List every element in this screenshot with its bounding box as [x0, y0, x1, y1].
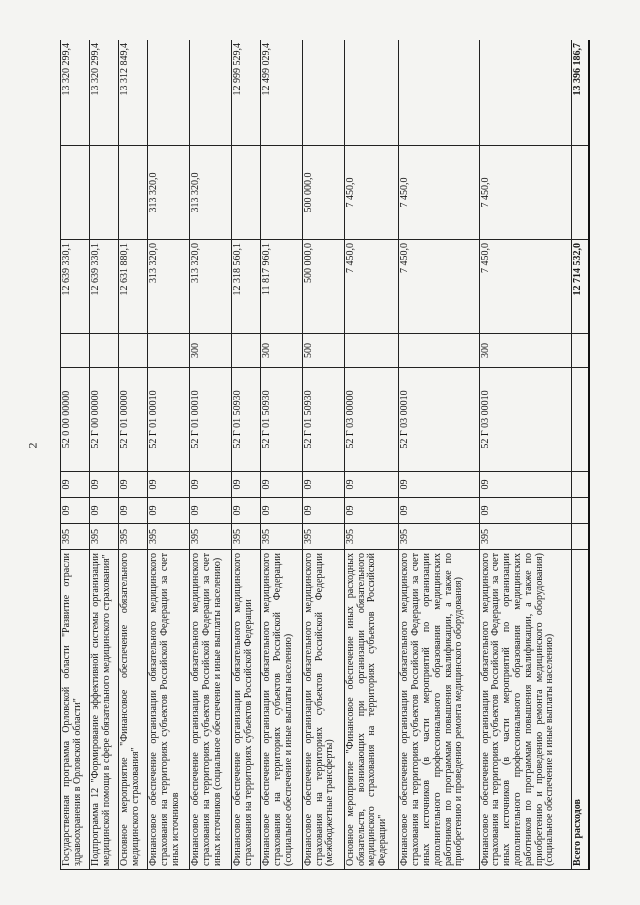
- cell-sum-3: 13 320 299,4: [61, 40, 90, 146]
- table-row: [61, 40, 90, 870]
- cell-expense-type: 300: [261, 334, 303, 368]
- cell-grbs: 395: [119, 524, 148, 550]
- cell-expense-type: [119, 334, 148, 368]
- cell-subsection: 09: [119, 472, 148, 498]
- cell-section: 09: [231, 498, 260, 524]
- table-container: [60, 40, 590, 870]
- cell-section: 09: [119, 498, 148, 524]
- cell-sum-1: 12 639 330,1: [90, 240, 119, 334]
- cell-name: Основное мероприятие "Финансовое обеспечение обязательного медицинского страхования": [119, 550, 148, 870]
- cell-section: 09: [90, 498, 119, 524]
- cell-name: Финансовое обеспечение организации обязательного медицинского страхования на территориях субъектов Российской Федерации: [231, 550, 260, 870]
- cell-sum-3: 13 312 849,4: [119, 40, 148, 146]
- total-sum-1: 12 714 532,0: [572, 240, 589, 334]
- cell-expense-type: [148, 334, 190, 368]
- cell-grbs: 395: [261, 524, 303, 550]
- cell-expense-type: [399, 334, 479, 368]
- cell-sum-2: 7 450,0: [344, 146, 399, 240]
- cell-expense-type: [231, 334, 260, 368]
- cell-subsection: 09: [344, 472, 399, 498]
- cell-sum-2: 7 450,0: [479, 146, 572, 240]
- cell-subsection: 09: [61, 472, 90, 498]
- cell-name: Основное мероприятие "Финансовое обеспечение иных расходных обязательств, возникающих при организации обязательного медицинского страхования на территориях субъектов Российской Федерации": [344, 550, 399, 870]
- cell-grbs: 395: [190, 524, 232, 550]
- empty-cell: [572, 472, 589, 498]
- table-row: [344, 40, 399, 870]
- cell-grbs: 395: [231, 524, 260, 550]
- cell-sum-1: 11 817 960,1: [261, 240, 303, 334]
- empty-cell: [572, 498, 589, 524]
- cell-sum-2: 313 320,0: [148, 146, 190, 240]
- cell-sum-3: [302, 40, 344, 146]
- table-row: [231, 40, 260, 870]
- cell-subsection: 09: [231, 472, 260, 498]
- cell-target-article: 52 Г 01 00000: [119, 368, 148, 472]
- cell-sum-3: [399, 40, 479, 146]
- total-label: Всего расходов: [572, 550, 589, 870]
- cell-subsection: 09: [148, 472, 190, 498]
- cell-expense-type: [344, 334, 399, 368]
- table-row: [148, 40, 190, 870]
- cell-sum-3: 12 999 529,4: [231, 40, 260, 146]
- page-number: 2: [25, 442, 40, 449]
- cell-grbs: 395: [479, 524, 572, 550]
- cell-sum-3: [148, 40, 190, 146]
- cell-sum-2: [261, 146, 303, 240]
- table-row: [261, 40, 303, 870]
- table-row: [302, 40, 344, 870]
- cell-target-article: 52 Г 01 50930: [231, 368, 260, 472]
- cell-subsection: 09: [90, 472, 119, 498]
- cell-target-article: 52 Г 01 00010: [190, 368, 232, 472]
- cell-sum-1: 7 450,0: [344, 240, 399, 334]
- cell-sum-1: 500 000,0: [302, 240, 344, 334]
- cell-expense-type: 300: [479, 334, 572, 368]
- cell-subsection: 09: [190, 472, 232, 498]
- cell-sum-3: 12 499 029,4: [261, 40, 303, 146]
- table-body: [61, 40, 590, 870]
- cell-expense-type: [61, 334, 90, 368]
- cell-section: 09: [479, 498, 572, 524]
- cell-sum-1: 7 450,0: [479, 240, 572, 334]
- total-sum-2: [572, 146, 589, 240]
- cell-sum-1: 313 320,0: [148, 240, 190, 334]
- cell-name: Финансовое обеспечение организации обязательного медицинского страхования на территориях субъектов Российской Федерации за счет иных источников: [148, 550, 190, 870]
- table-row: [190, 40, 232, 870]
- cell-expense-type: 300: [190, 334, 232, 368]
- cell-expense-type: 500: [302, 334, 344, 368]
- table-row: [479, 40, 572, 870]
- cell-name: Финансовое обеспечение организации обязательного медицинского страхования на территориях субъектов Российской Федерации за счет иных источников (в части мероприятий по организации дополнительного профессионального образования медицинских работников по программам повышения квалификации, а также по приобретению и проведению ремонта медицинского оборудования) (социальное обеспечение и иные выплаты населению): [479, 550, 572, 870]
- cell-grbs: 395: [61, 524, 90, 550]
- cell-sum-1: 12 631 880,1: [119, 240, 148, 334]
- rotated-table-frame: [60, 40, 590, 870]
- cell-sum-2: 313 320,0: [190, 146, 232, 240]
- cell-sum-1: 12 639 330,1: [61, 240, 90, 334]
- cell-sum-1: 7 450,0: [399, 240, 479, 334]
- cell-target-article: 52 Г 03 00010: [399, 368, 479, 472]
- cell-name: Подпрограмма 12 "Формирование эффективной системы организации медицинской помощи в сфере обязательного медицинского страхования": [90, 550, 119, 870]
- cell-sum-1: 313 320,0: [190, 240, 232, 334]
- cell-grbs: 395: [302, 524, 344, 550]
- cell-target-article: 52 Г 03 00000: [344, 368, 399, 472]
- empty-cell: [572, 524, 589, 550]
- cell-name: Финансовое обеспечение организации обязательного медицинского страхования на территориях субъектов Российской Федерации (социальное обеспечение и иные выплаты населению): [261, 550, 303, 870]
- table-row: [119, 40, 148, 870]
- cell-subsection: 09: [302, 472, 344, 498]
- cell-grbs: 395: [399, 524, 479, 550]
- cell-section: 09: [261, 498, 303, 524]
- cell-target-article: 52 Г 00 00000: [90, 368, 119, 472]
- cell-sum-2: [90, 146, 119, 240]
- cell-target-article: 52 Г 01 00010: [148, 368, 190, 472]
- table-row: [399, 40, 479, 870]
- cell-section: 09: [148, 498, 190, 524]
- cell-sum-3: 13 320 299,4: [90, 40, 119, 146]
- cell-sum-2: [61, 146, 90, 240]
- cell-name: Финансовое обеспечение организации обязательного медицинского страхования на территориях субъектов Российской Федерации за счет иных источников (в части мероприятий по организации дополнительного профессионального образования медицинских работников по программам повышения квалификации, а также по приобретению и проведению ремонта медицинского оборудования): [399, 550, 479, 870]
- cell-sum-2: [119, 146, 148, 240]
- cell-expense-type: [90, 334, 119, 368]
- table-row: [90, 40, 119, 870]
- cell-target-article: 52 Г 01 50930: [302, 368, 344, 472]
- empty-cell: [572, 368, 589, 472]
- cell-subsection: 09: [261, 472, 303, 498]
- cell-sum-3: [190, 40, 232, 146]
- total-sum-3: 13 396 186,7: [572, 40, 589, 146]
- cell-grbs: 395: [148, 524, 190, 550]
- cell-sum-2: 500 000,0: [302, 146, 344, 240]
- cell-sum-3: [479, 40, 572, 146]
- cell-sum-1: 12 318 560,1: [231, 240, 260, 334]
- total-row: [572, 40, 589, 870]
- cell-sum-2: 7 450,0: [399, 146, 479, 240]
- cell-name: Финансовое обеспечение организации обязательного медицинского страхования на территориях субъектов Российской Федерации (межбюджетные трансферты): [302, 550, 344, 870]
- cell-grbs: 395: [90, 524, 119, 550]
- cell-name: Финансовое обеспечение организации обязательного медицинского страхования на территориях субъектов Российской Федерации за счет иных источников (социальное обеспечение и иные выплаты населению): [190, 550, 232, 870]
- cell-section: 09: [344, 498, 399, 524]
- cell-name: Государственная программа Орловской области "Развитие отрасли здравоохранения в Орловской области": [61, 550, 90, 870]
- expenditure-table: [60, 40, 590, 870]
- cell-target-article: 52 Г 03 00010: [479, 368, 572, 472]
- cell-subsection: 09: [479, 472, 572, 498]
- cell-sum-2: [231, 146, 260, 240]
- cell-target-article: 52 Г 01 50930: [261, 368, 303, 472]
- cell-sum-3: [344, 40, 399, 146]
- cell-grbs: 395: [344, 524, 399, 550]
- cell-target-article: 52 0 00 00000: [61, 368, 90, 472]
- cell-section: 09: [190, 498, 232, 524]
- cell-subsection: 09: [399, 472, 479, 498]
- empty-cell: [572, 334, 589, 368]
- cell-section: 09: [302, 498, 344, 524]
- cell-section: 09: [399, 498, 479, 524]
- cell-section: 09: [61, 498, 90, 524]
